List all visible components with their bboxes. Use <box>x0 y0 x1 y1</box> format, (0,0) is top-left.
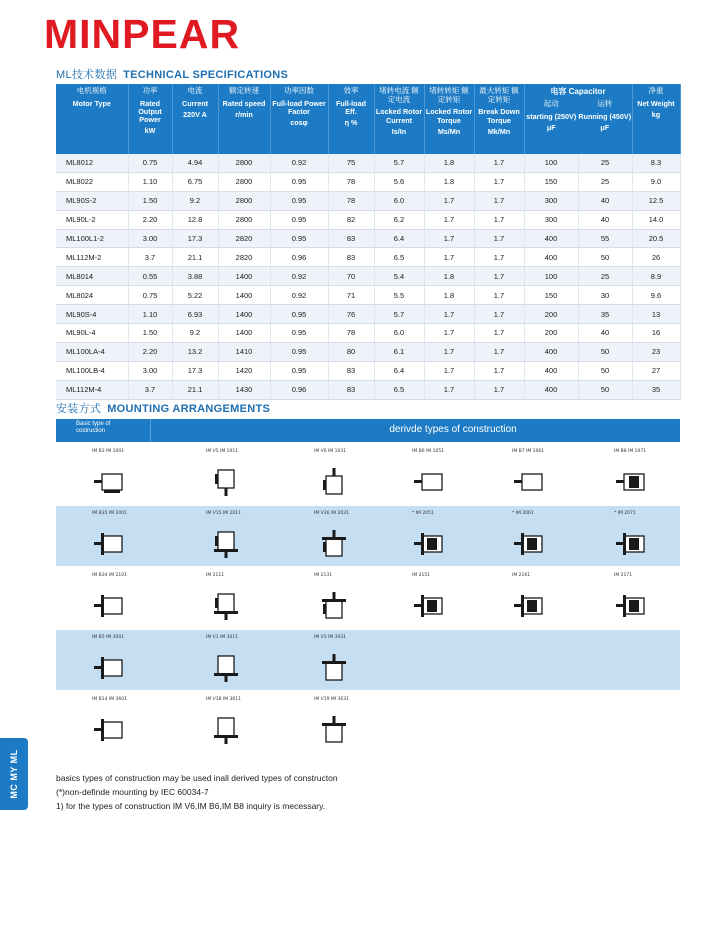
mount-code: IM B5 IM 3001 <box>92 635 125 640</box>
mount-row <box>56 506 680 566</box>
technical-specifications-table <box>56 84 681 400</box>
table-cell: 0.92 <box>270 154 328 172</box>
side-tab <box>0 738 28 810</box>
table-cell: 3.88 <box>172 267 218 286</box>
mount-code: IM V6 IM 1031 <box>314 449 347 454</box>
table-cell: 1400 <box>218 286 270 305</box>
mount-cell <box>412 444 512 504</box>
table-cell: 80 <box>328 342 374 361</box>
table-cell: 50 <box>578 248 632 267</box>
table-cell: 0.92 <box>270 267 328 286</box>
table-cell: 1.10 <box>128 172 172 191</box>
mount-row <box>56 630 680 690</box>
mount-cell <box>206 506 306 566</box>
table-cell: 6.4 <box>374 361 424 380</box>
table-cell: 1.7 <box>474 172 524 191</box>
mount-table-header <box>56 419 680 442</box>
table-cell: 1.8 <box>424 172 474 191</box>
motor-type-cell: ML8014 <box>56 267 128 286</box>
mount-row <box>56 568 680 628</box>
spec-title-cn: ML技术数据 <box>56 69 118 81</box>
table-cell: 40 <box>578 191 632 210</box>
motor-type-cell: ML100LB-4 <box>56 361 128 380</box>
foot-flange-wall-right-icon <box>512 528 552 566</box>
mount-cell <box>92 692 192 752</box>
table-cell: 1.7 <box>424 380 474 399</box>
table-cell: 3.00 <box>128 229 172 248</box>
table-cell: 78 <box>328 172 374 191</box>
spec-table-body <box>56 154 680 399</box>
mount-code: IM 2151 <box>412 573 431 578</box>
mount-cell <box>92 568 192 628</box>
capacitor-group-label: 电容 Capacitor <box>550 87 606 96</box>
table-cell: 1.10 <box>128 305 172 324</box>
table-cell: 1.7 <box>474 154 524 172</box>
table-cell: 5.6 <box>374 172 424 191</box>
table-cell: 0.95 <box>270 191 328 210</box>
mount-cell <box>512 444 612 504</box>
motor-type-cell: ML100L1-2 <box>56 229 128 248</box>
header-locked-rotor-torque: 堵转转矩 额定转矩 Locked Rotor Torque Ms/Mn <box>424 84 474 154</box>
mount-row <box>56 692 680 752</box>
table-cell: 1.7 <box>424 361 474 380</box>
table-cell: 2820 <box>218 229 270 248</box>
table-cell: 2820 <box>218 248 270 267</box>
table-cell: 0.92 <box>270 286 328 305</box>
table-cell: 55 <box>578 229 632 248</box>
table-cell: 70 <box>328 267 374 286</box>
table-cell: 13 <box>632 305 680 324</box>
table-cell: 1.7 <box>474 267 524 286</box>
mount-code: IM B35 IM 2001 <box>92 511 127 516</box>
table-cell: 1.7 <box>424 210 474 229</box>
motor-type-cell: ML112M-4 <box>56 380 128 399</box>
table-cell: 4.94 <box>172 154 218 172</box>
mount-code: IM V15 IM 2011 <box>206 511 241 516</box>
flange-horizontal-icon <box>92 652 132 690</box>
face-shaft-up-icon <box>314 714 354 752</box>
table-cell: 1410 <box>218 342 270 361</box>
table-cell: 1.7 <box>424 324 474 343</box>
table-cell: 0.75 <box>128 286 172 305</box>
wall-mounted-right-icon <box>512 466 552 504</box>
mount-title-en: MOUNTING ARRANGEMENTS <box>107 403 271 415</box>
table-row <box>56 191 680 210</box>
foot-face-ceiling-icon <box>614 590 654 628</box>
table-cell: 13.2 <box>172 342 218 361</box>
table-cell: 300 <box>524 191 578 210</box>
mount-cell <box>512 568 612 628</box>
table-cell: 1.7 <box>424 305 474 324</box>
table-cell: 100 <box>524 267 578 286</box>
mount-code: IM 2161 <box>512 573 531 578</box>
foot-flange-wall-left-icon <box>412 528 452 566</box>
table-cell: 300 <box>524 210 578 229</box>
foot-flange-shaft-up-icon <box>314 528 354 566</box>
table-cell: 25 <box>578 267 632 286</box>
table-cell: 12.8 <box>172 210 218 229</box>
table-cell: 30 <box>578 286 632 305</box>
mount-code: IM B8 IM 1071 <box>614 449 647 454</box>
table-cell: 400 <box>524 380 578 399</box>
mount-code: IM V36 IM 2031 <box>314 511 349 516</box>
note-line: 1) for the types of construction IM V6,IM B6,IM B8 inquiry is mecessary. <box>56 801 326 811</box>
mount-cell <box>512 506 612 566</box>
table-cell: 6.0 <box>374 191 424 210</box>
motor-type-cell: ML90S-2 <box>56 191 128 210</box>
table-cell: 83 <box>328 380 374 399</box>
table-cell: 8.9 <box>632 267 680 286</box>
table-row <box>56 380 680 399</box>
mount-code: IM V18 IM 3611 <box>206 697 241 702</box>
table-cell: 1.7 <box>474 361 524 380</box>
foot-mounted-horizontal-icon <box>92 466 132 504</box>
face-shaft-down-icon <box>206 714 246 752</box>
table-row <box>56 154 680 172</box>
table-cell: 50 <box>578 380 632 399</box>
table-cell: 9.2 <box>172 324 218 343</box>
mount-row <box>56 444 680 504</box>
table-cell: 9.2 <box>172 191 218 210</box>
table-cell: 83 <box>328 361 374 380</box>
table-cell: 25 <box>578 172 632 191</box>
mount-code: IM B3 IM 1001 <box>92 449 125 454</box>
table-cell: 1400 <box>218 305 270 324</box>
header-rated-output: 功率 Rated Output Power kW <box>128 84 172 154</box>
mount-code: IM B34 IM 2101 <box>92 573 127 578</box>
table-cell: 1.7 <box>424 248 474 267</box>
mount-cell <box>314 630 414 690</box>
table-cell: 0.75 <box>128 154 172 172</box>
table-cell: 82 <box>328 210 374 229</box>
table-cell: 5.5 <box>374 286 424 305</box>
motor-type-cell: ML90L-4 <box>56 324 128 343</box>
table-row <box>56 324 680 343</box>
mount-cell <box>314 692 414 752</box>
header-rated-speed: 额定转速 Rated speed r/min <box>218 84 270 154</box>
mount-cell <box>314 506 414 566</box>
mount-code: * IM 2061 <box>512 511 534 516</box>
table-cell: 5.4 <box>374 267 424 286</box>
header-capacitor <box>524 84 632 154</box>
table-cell: 400 <box>524 229 578 248</box>
table-cell: 2800 <box>218 210 270 229</box>
derived-types-label: derivde types of construction <box>389 424 517 435</box>
table-cell: 0.96 <box>270 248 328 267</box>
table-cell: 8.3 <box>632 154 680 172</box>
table-cell: 150 <box>524 286 578 305</box>
table-cell: 400 <box>524 361 578 380</box>
table-row <box>56 361 680 380</box>
header-current: 电流 Current 220V A <box>172 84 218 154</box>
table-cell: 5.7 <box>374 154 424 172</box>
table-cell: 6.4 <box>374 229 424 248</box>
mount-cell <box>92 630 192 690</box>
mount-code: IM V1 IM 3011 <box>206 635 239 640</box>
table-cell: 1.7 <box>474 305 524 324</box>
table-cell: 1.50 <box>128 324 172 343</box>
side-tab-label: MC MY ML <box>9 749 19 799</box>
table-cell: 6.0 <box>374 324 424 343</box>
foot-flange-horizontal-icon <box>92 528 132 566</box>
table-cell: 200 <box>524 324 578 343</box>
note-line: (*)non-definde mounting by IEC 60034-7 <box>56 787 209 797</box>
table-cell: 9.6 <box>632 286 680 305</box>
spec-section-title <box>56 66 288 82</box>
foot-mounted-shaft-down-icon <box>206 466 246 504</box>
table-cell: 1.50 <box>128 191 172 210</box>
mount-code: IM 2171 <box>614 573 633 578</box>
table-cell: 1430 <box>218 380 270 399</box>
flange-shaft-down-icon <box>206 652 246 690</box>
table-cell: 1.7 <box>474 229 524 248</box>
table-cell: 35 <box>632 380 680 399</box>
table-cell: 40 <box>578 324 632 343</box>
table-cell: 0.55 <box>128 267 172 286</box>
table-row <box>56 229 680 248</box>
header-capacitor-starting: 起动 starting (250V) μF <box>526 99 577 133</box>
motor-type-cell: ML112M-2 <box>56 248 128 267</box>
mount-code: IM 2111 <box>206 573 225 578</box>
mount-section-title <box>56 400 270 416</box>
table-cell: 5.7 <box>374 305 424 324</box>
table-cell: 78 <box>328 324 374 343</box>
motor-type-cell: ML8012 <box>56 154 128 172</box>
table-cell: 14.0 <box>632 210 680 229</box>
header-motor-type: 电机规格 Motor Type <box>56 84 128 154</box>
header-net-weight: 净重 Net Weight kg <box>632 84 680 154</box>
table-cell: 100 <box>524 154 578 172</box>
mount-cell <box>92 506 192 566</box>
table-cell: 12.5 <box>632 191 680 210</box>
table-cell: 6.5 <box>374 248 424 267</box>
mount-title-cn: 安装方式 <box>56 403 102 415</box>
foot-face-wall-left-icon <box>412 590 452 628</box>
table-row <box>56 210 680 229</box>
table-cell: 1.7 <box>474 191 524 210</box>
table-cell: 75 <box>328 154 374 172</box>
table-cell: 0.95 <box>270 324 328 343</box>
table-row <box>56 248 680 267</box>
table-cell: 26 <box>632 248 680 267</box>
table-cell: 6.1 <box>374 342 424 361</box>
table-row <box>56 305 680 324</box>
table-cell: 1.7 <box>474 210 524 229</box>
header-efficiency: 效率 Full-load Eff. η % <box>328 84 374 154</box>
header-capacitor-running: 运转 Running (450V) μF <box>578 99 632 133</box>
table-cell: 200 <box>524 305 578 324</box>
table-cell: 1400 <box>218 267 270 286</box>
table-cell: 21.1 <box>172 248 218 267</box>
table-cell: 0.95 <box>270 305 328 324</box>
table-cell: 17.3 <box>172 229 218 248</box>
notes <box>56 771 338 813</box>
table-cell: 1.7 <box>474 342 524 361</box>
table-cell: 20.5 <box>632 229 680 248</box>
table-cell: 50 <box>578 361 632 380</box>
table-cell: 50 <box>578 342 632 361</box>
table-cell: 40 <box>578 210 632 229</box>
table-cell: 2800 <box>218 191 270 210</box>
table-cell: 2.20 <box>128 210 172 229</box>
mount-cell <box>412 506 512 566</box>
header-power-factor: 功率因数 Full-load Power Factor cosφ <box>270 84 328 154</box>
ceiling-mounted-icon <box>614 466 654 504</box>
table-cell: 35 <box>578 305 632 324</box>
mount-code: IM B7 IM 1061 <box>512 449 545 454</box>
foot-face-shaft-up-icon <box>314 590 354 628</box>
table-cell: 3.7 <box>128 248 172 267</box>
table-row <box>56 267 680 286</box>
table-cell: 9.0 <box>632 172 680 191</box>
mount-code: IM 2131 <box>314 573 333 578</box>
mount-code: IM B6 IM 1051 <box>412 449 445 454</box>
table-cell: 76 <box>328 305 374 324</box>
table-cell: 83 <box>328 229 374 248</box>
table-cell: 400 <box>524 248 578 267</box>
table-cell: 150 <box>524 172 578 191</box>
foot-mounted-shaft-up-icon <box>314 466 354 504</box>
table-cell: 400 <box>524 342 578 361</box>
motor-type-cell: ML8024 <box>56 286 128 305</box>
table-row <box>56 172 680 191</box>
mount-code: IM V19 IM 3631 <box>314 697 349 702</box>
table-cell: 23 <box>632 342 680 361</box>
table-cell: 1.7 <box>424 191 474 210</box>
table-cell: 83 <box>328 248 374 267</box>
mount-cell <box>614 506 714 566</box>
table-cell: 0.95 <box>270 361 328 380</box>
foot-face-shaft-down-icon <box>206 590 246 628</box>
flange-shaft-up-icon <box>314 652 354 690</box>
table-cell: 1.7 <box>474 286 524 305</box>
mount-code: * IM 2051 <box>412 511 434 516</box>
mount-code: IM V5 IM 1011 <box>206 449 239 454</box>
table-cell: 3.00 <box>128 361 172 380</box>
table-cell: 16 <box>632 324 680 343</box>
table-cell: 1.7 <box>424 342 474 361</box>
motor-type-cell: ML90L-2 <box>56 210 128 229</box>
table-cell: 0.95 <box>270 172 328 191</box>
mount-cell <box>412 568 512 628</box>
mount-cell <box>206 692 306 752</box>
foot-flange-shaft-down-icon <box>206 528 246 566</box>
table-cell: 1.7 <box>474 248 524 267</box>
table-cell: 17.3 <box>172 361 218 380</box>
brand-logo: MINPEAR <box>44 11 241 57</box>
table-cell: 25 <box>578 154 632 172</box>
table-cell: 1.8 <box>424 267 474 286</box>
table-cell: 1.8 <box>424 286 474 305</box>
table-cell: 1400 <box>218 324 270 343</box>
table-cell: 1.7 <box>424 229 474 248</box>
spec-table-header <box>56 84 680 154</box>
table-cell: 6.5 <box>374 380 424 399</box>
note-line: basics types of construction may be used inall derived types of constructon <box>56 773 338 783</box>
table-cell: 21.1 <box>172 380 218 399</box>
spec-title-en: TECHNICAL SPECIFICATIONS <box>123 69 289 81</box>
mount-cell <box>614 568 714 628</box>
foot-face-horizontal-icon <box>92 590 132 628</box>
motor-type-cell: ML90S-4 <box>56 305 128 324</box>
mount-code: * IM 2071 <box>614 511 636 516</box>
table-cell: 71 <box>328 286 374 305</box>
foot-flange-ceiling-icon <box>614 528 654 566</box>
header-locked-rotor-current: 堵转电流 额定电流 Locked Rotor Current Is/In <box>374 84 424 154</box>
header-breakdown-torque: 最大转矩 额定转矩 Break Down Torque Mk/Mn <box>474 84 524 154</box>
wall-mounted-left-icon <box>412 466 452 504</box>
table-row <box>56 342 680 361</box>
table-cell: 0.96 <box>270 380 328 399</box>
table-cell: 2.20 <box>128 342 172 361</box>
table-cell: 6.2 <box>374 210 424 229</box>
table-cell: 2800 <box>218 172 270 191</box>
mount-code: IM V3 IM 3031 <box>314 635 347 640</box>
foot-face-wall-right-icon <box>512 590 552 628</box>
face-horizontal-icon <box>92 714 132 752</box>
mount-cell <box>206 630 306 690</box>
mount-cell <box>92 444 192 504</box>
table-cell: 5.22 <box>172 286 218 305</box>
table-cell: 1.8 <box>424 154 474 172</box>
table-row <box>56 286 680 305</box>
mount-cell <box>206 444 306 504</box>
table-cell: 6.93 <box>172 305 218 324</box>
table-cell: 0.95 <box>270 229 328 248</box>
mount-cell <box>314 444 414 504</box>
motor-type-cell: ML8022 <box>56 172 128 191</box>
motor-type-cell: ML100LA-4 <box>56 342 128 361</box>
table-cell: 1420 <box>218 361 270 380</box>
mount-cell <box>614 444 714 504</box>
table-cell: 0.95 <box>270 210 328 229</box>
table-cell: 6.75 <box>172 172 218 191</box>
mount-code: IM B14 IM 3601 <box>92 697 127 702</box>
table-cell: 1.7 <box>474 324 524 343</box>
mount-cell <box>206 568 306 628</box>
table-cell: 27 <box>632 361 680 380</box>
header-divider <box>150 419 151 442</box>
table-cell: 78 <box>328 191 374 210</box>
basic-type-label: Basic type of costruction <box>76 421 111 434</box>
mount-cell <box>314 568 414 628</box>
table-cell: 0.95 <box>270 342 328 361</box>
table-cell: 1.7 <box>474 380 524 399</box>
table-cell: 3.7 <box>128 380 172 399</box>
table-cell: 2800 <box>218 154 270 172</box>
